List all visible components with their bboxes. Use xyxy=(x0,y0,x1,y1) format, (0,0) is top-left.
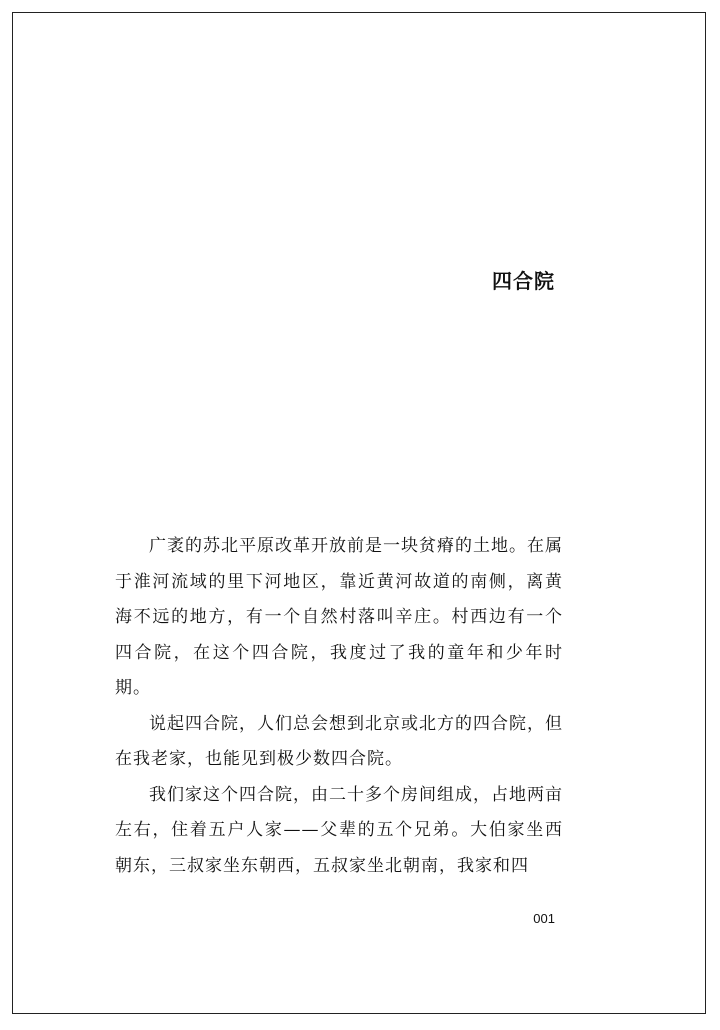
paragraph-2: 说起四合院，人们总会想到北京或北方的四合院，但在我老家，也能见到极少数四合院。 xyxy=(115,713,563,769)
paragraph-1: 广袤的苏北平原改革开放前是一块贫瘠的土地。在属于淮河流域的里下河地区，靠近黄河故道的南侧，离黄海不远的地方，有一个自然村落叫辛庄。村西边有一个四合院，在这个四合院，我度过了我的童年和少年时期。 xyxy=(115,536,563,698)
book-page xyxy=(12,12,706,1014)
body-text xyxy=(115,529,563,884)
page-number: 001 xyxy=(533,911,555,926)
chapter-title: 四合院 xyxy=(492,269,555,293)
paragraph-3: 我们家这个四合院，由二十多个房间组成，占地两亩左右，住着五户人家——父辈的五个兄弟。大伯家坐西朝东，三叔家坐东朝西，五叔家坐北朝南，我家和四 xyxy=(115,784,563,876)
